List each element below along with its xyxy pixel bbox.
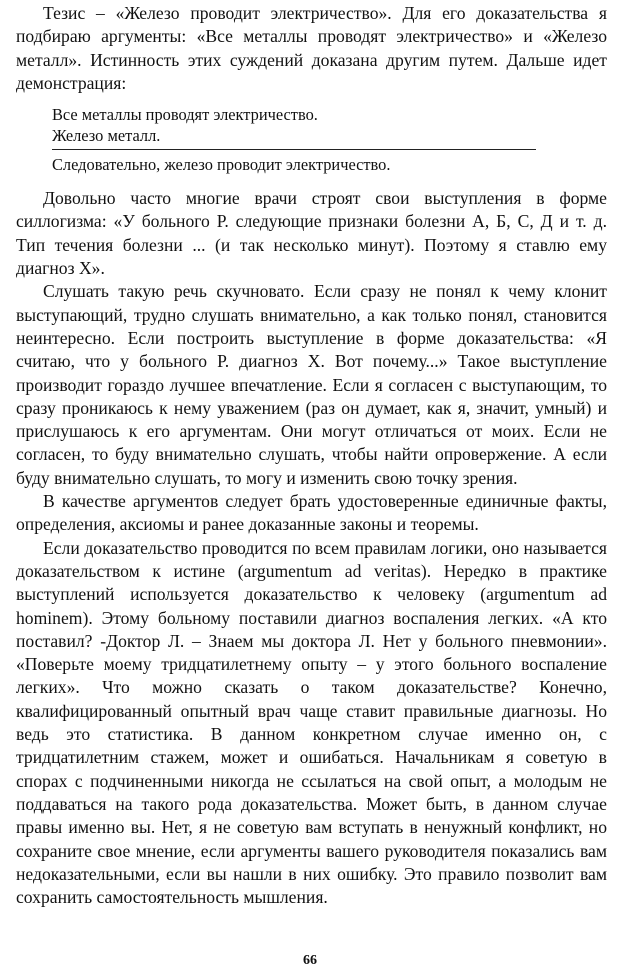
- paragraph-proof-types: Если доказательство проводится по всем правилам логики, оно называется доказательством к истине (argumentum ad veritas). Нередко в практике выступлений используется доказательство к человеку (argumentum ad hominem). Этому больному поставили диагноз воспаления легких. «А кто поставил? -Доктор Л. – Знаем мы доктора Л. Нет у больного пневмонии». «Поверьте моему тридцатилетнему опыту – у этого больного воспаление легких». Что можно сказать о таком доказательстве? Конечно, квалифицированный опытный врач чаще ставит правильные диагнозы. Но ведь это статистика. В данном конкретном случае именно он, с тридцатилетним стажем, может и ошибаться. Начальникам я советую в спорах с подчиненными никогда не ссылаться на свой опыт, а молодым не поддаваться на такого рода доказательства. Может быть, в данном случае правы именно вы. Нет, я не советую вам вступать в ненужный конфликт, но сохраните свое мнение, если аргументы вашего руководителя показались вам недоказательными, если вы нашли в них ошибку. Это правило позволит вам сохранить самостоятельность мышления.: [16, 537, 607, 908]
- syllogism-block: [52, 104, 536, 175]
- syllogism-conclusion: Следовательно, железо проводит электричество.: [52, 155, 391, 175]
- page-number: 66: [303, 953, 317, 968]
- paragraph-thesis: Тезис – «Железо проводит электричество». Для его доказательства я подбираю аргументы: «Все металлы проводят электричество» и «Железо металл». Истинность этих суждений доказана другим путем. Дальше идет демонстрация:: [16, 3, 607, 93]
- syllogism-divider: [52, 149, 536, 150]
- syllogism-minor-premise: Железо металл.: [52, 126, 161, 146]
- page-body: [16, 0, 607, 909]
- syllogism-major-premise: Все металлы проводят электричество.: [52, 105, 318, 125]
- paragraph-listening: Слушать такую речь скучновато. Если сразу не понял к чему клонит выступающий, трудно слушать внимательно, а как только понял, становится неинтересно. Если построить выступление в форме доказательства: «Я считаю, что у больного Р. диагноз Х. Вот почему...» Такое выступление производит гораздо лучшее впечатление. Если я согласен с выступающим, то сразу проникаюсь к нему уважением (раз он думает, как я, значит, умный) и прислушаюсь к его аргументам. Они могут отличаться от моих. Если не согласен, то буду внимательно слушать, чтобы найти опровержение. А если буду внимательно слушать, то могу и изменить свою точку зрения.: [16, 281, 607, 488]
- paragraph-arguments: В качестве аргументов следует брать удостоверенные единичные факты, определения, аксиомы и ранее доказанные законы и теоремы.: [16, 491, 607, 535]
- paragraph-doctors-syllogism: Довольно часто многие врачи строят свои выступления в форме силлогизма: «У больного Р. следующие признаки болезни А, Б, С, Д и т. д. Тип течения болезни ... (и так несколько минут). Поэтому я ставлю ему диагноз Х».: [16, 188, 607, 279]
